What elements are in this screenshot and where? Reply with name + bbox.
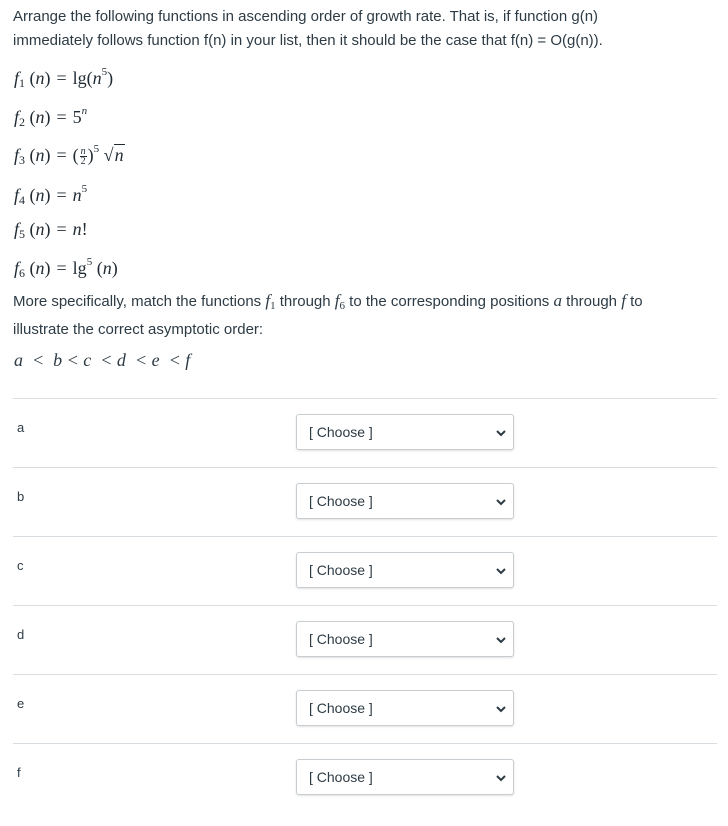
answer-label: e — [17, 696, 25, 711]
answer-label: a — [17, 420, 25, 435]
answer-rows — [13, 398, 717, 812]
function-name: f — [14, 107, 20, 127]
select-value: [ Choose ] — [309, 493, 373, 509]
function-name: f — [14, 219, 20, 239]
function-index: 1 — [19, 76, 26, 90]
answer-label: b — [17, 489, 25, 504]
function-f5: $f_5$ (n) = n! — [14, 219, 88, 241]
answer-select-c[interactable] — [296, 552, 514, 588]
answer-label: c — [17, 558, 24, 573]
answer-label: f — [17, 765, 21, 780]
function-f2: $f_2$ $(n) = 5^n$ — [14, 105, 88, 129]
select-value: [ Choose ] — [309, 562, 373, 578]
matching-instructions — [13, 289, 715, 342]
question-intro — [13, 5, 713, 53]
chevron-down-icon — [495, 772, 507, 784]
function-f3: $f_3$ (n) = ( $\frac{n}{2}$ )$^5$ √n — [14, 143, 124, 168]
answer-row-b — [13, 467, 717, 536]
function-name: f — [14, 258, 20, 278]
answer-select-d[interactable] — [296, 621, 514, 657]
answer-label: d — [17, 627, 25, 642]
select-value: [ Choose ] — [309, 769, 373, 785]
select-value: [ Choose ] — [309, 424, 373, 440]
chevron-down-icon — [495, 703, 507, 715]
answer-row-d — [13, 605, 717, 674]
spec-line-1: More specifically, match the functions f1 through f6 to the corresponding positions a through f to — [13, 291, 643, 312]
function-f4: $f_4$ $(n) = n^5$ — [14, 183, 88, 207]
function-index: 3 — [19, 153, 26, 167]
function-index: 2 — [19, 115, 26, 129]
function-index: 5 — [19, 227, 26, 241]
intro-line-2: immediately follows function f(n) in your list, then it should be the case that f(n) = O(g(n)). — [13, 32, 603, 49]
chevron-down-icon — [495, 496, 507, 508]
select-value: [ Choose ] — [309, 700, 373, 716]
intro-line-1: Arrange the following functions in ascending order of growth rate. That is, if function g(n) — [13, 8, 599, 25]
answer-row-a — [13, 398, 717, 467]
answer-select-a[interactable] — [296, 414, 514, 450]
spec-line-2: illustrate the correct asymptotic order: — [13, 321, 264, 338]
select-value: [ Choose ] — [309, 631, 373, 647]
chevron-down-icon — [495, 634, 507, 646]
answer-select-f[interactable] — [296, 759, 514, 795]
function-name: f — [14, 185, 20, 205]
function-f6: $f_6$ $(n) = \lg^5 (n)$ — [14, 256, 118, 280]
asymptotic-order: a < b < c < d < e < f — [14, 350, 191, 370]
chevron-down-icon — [495, 427, 507, 439]
answer-select-b[interactable] — [296, 483, 514, 519]
function-name: f — [14, 145, 20, 165]
function-index: 6 — [19, 266, 26, 280]
function-index: 4 — [19, 193, 26, 207]
function-name: f — [14, 68, 20, 88]
answer-select-e[interactable] — [296, 690, 514, 726]
answer-row-e — [13, 674, 717, 743]
answer-row-f — [13, 743, 717, 812]
function-f1: $f_1$ $(n) = \lg(n^5)$ — [14, 66, 114, 90]
chevron-down-icon — [495, 565, 507, 577]
answer-row-c — [13, 536, 717, 605]
